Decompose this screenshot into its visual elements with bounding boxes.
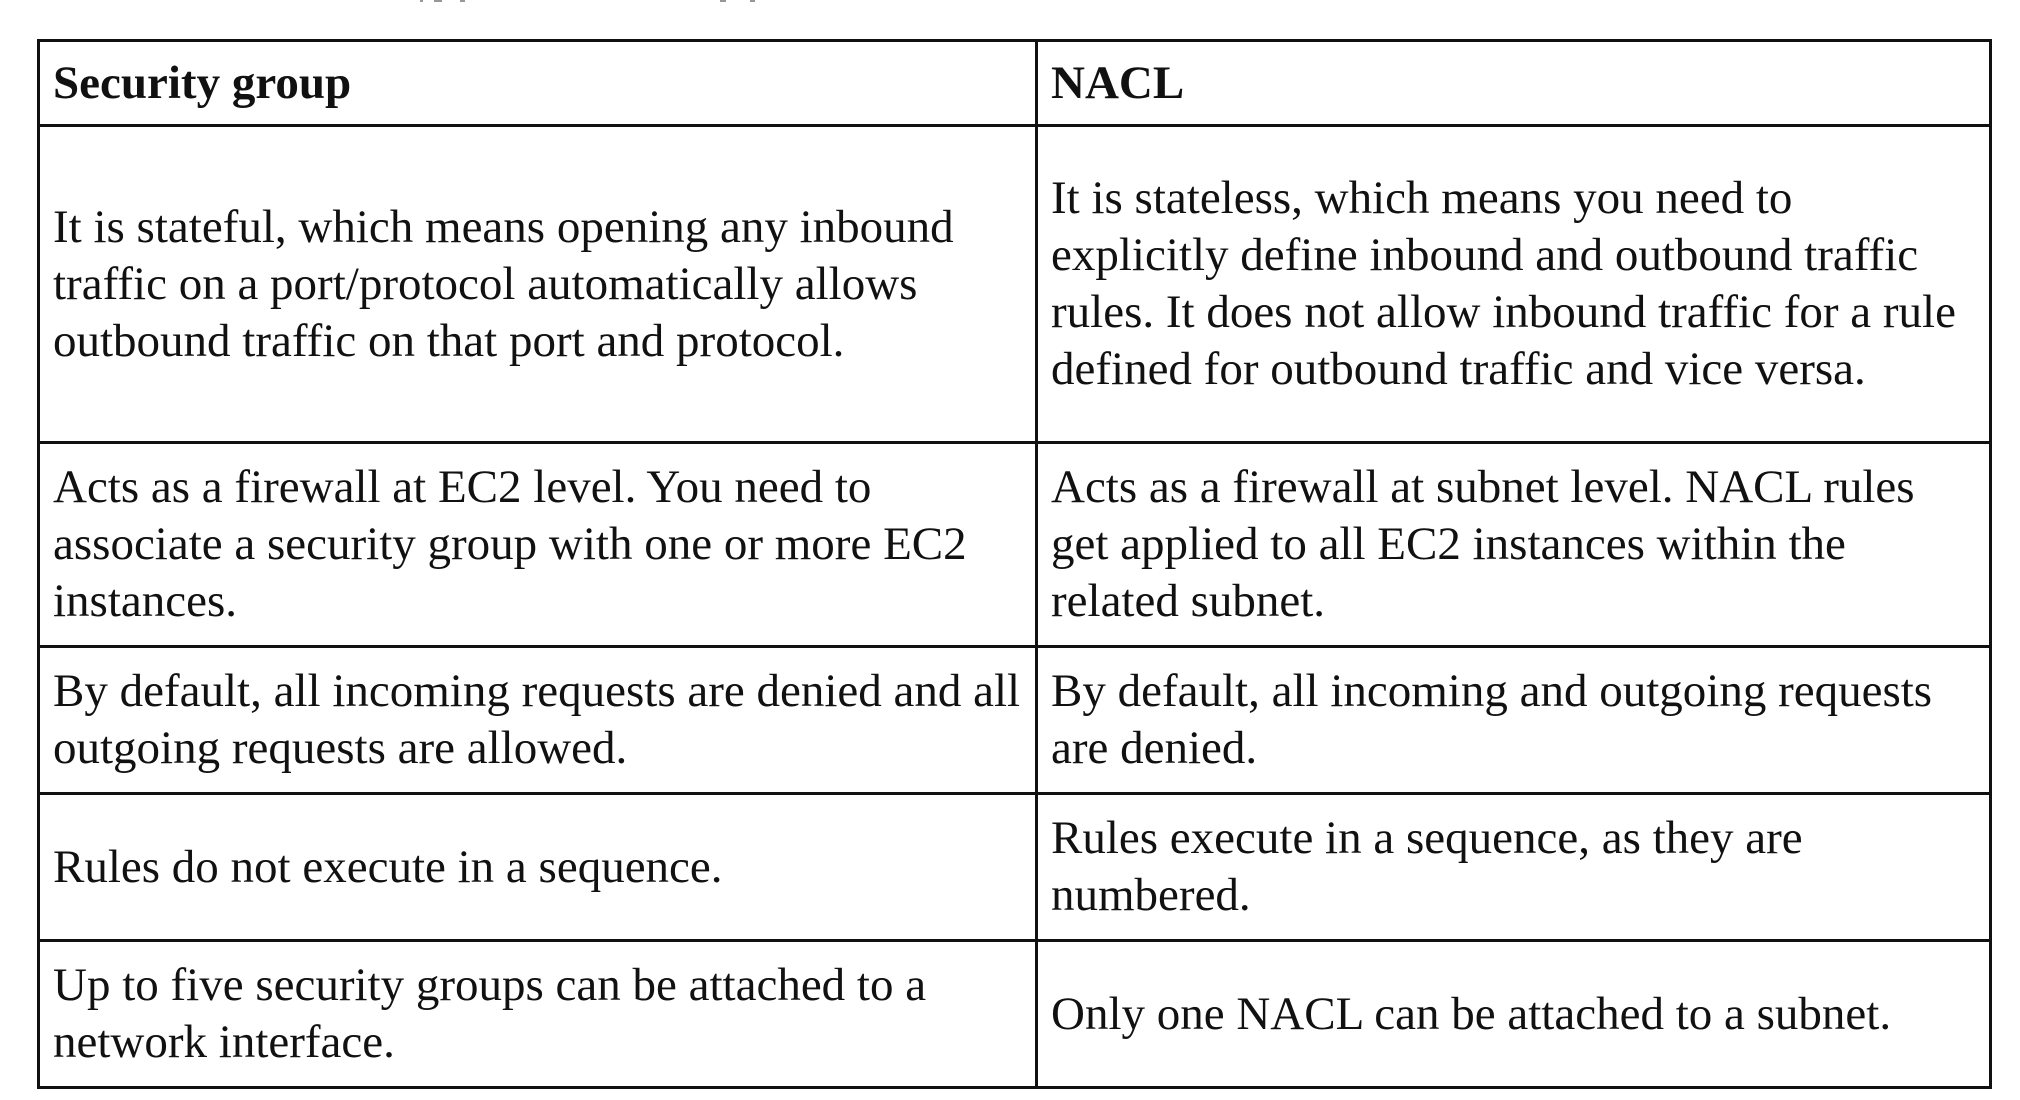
table-header-row	[39, 41, 1991, 126]
cropped-text-fragment	[420, 0, 880, 2]
table-row	[39, 794, 1991, 941]
cell-security-group: Up to five security groups can be attached to a network interface.	[39, 941, 1037, 1088]
cell-security-group: Acts as a firewall at EC2 level. You need to associate a security group with one or more EC2 instances.	[39, 443, 1037, 647]
cell-nacl: Only one NACL can be attached to a subnet.	[1037, 941, 1991, 1088]
cell-security-group: It is stateful, which means opening any inbound traffic on a port/protocol automatically allows outbound traffic on that port and protocol.	[39, 126, 1037, 443]
cell-security-group: Rules do not execute in a sequence.	[39, 794, 1037, 941]
cell-security-group: By default, all incoming requests are denied and all outgoing requests are allowed.	[39, 647, 1037, 794]
cell-nacl: Rules execute in a sequence, as they are numbered.	[1037, 794, 1991, 941]
header-security-group: Security group	[39, 41, 1037, 126]
table-row	[39, 443, 1991, 647]
cell-nacl: Acts as a firewall at subnet level. NACL rules get applied to all EC2 instances within the related subnet.	[1037, 443, 1991, 647]
cell-nacl: By default, all incoming and outgoing requests are denied.	[1037, 647, 1991, 794]
comparison-table	[37, 39, 1992, 1089]
table-row	[39, 941, 1991, 1088]
table-row	[39, 126, 1991, 443]
cell-nacl: It is stateless, which means you need to explicitly define inbound and outbound traffic rules. It does not allow inbound traffic for a rule defined for outbound traffic and vice versa.	[1037, 126, 1991, 443]
header-nacl: NACL	[1037, 41, 1991, 126]
table-row	[39, 647, 1991, 794]
